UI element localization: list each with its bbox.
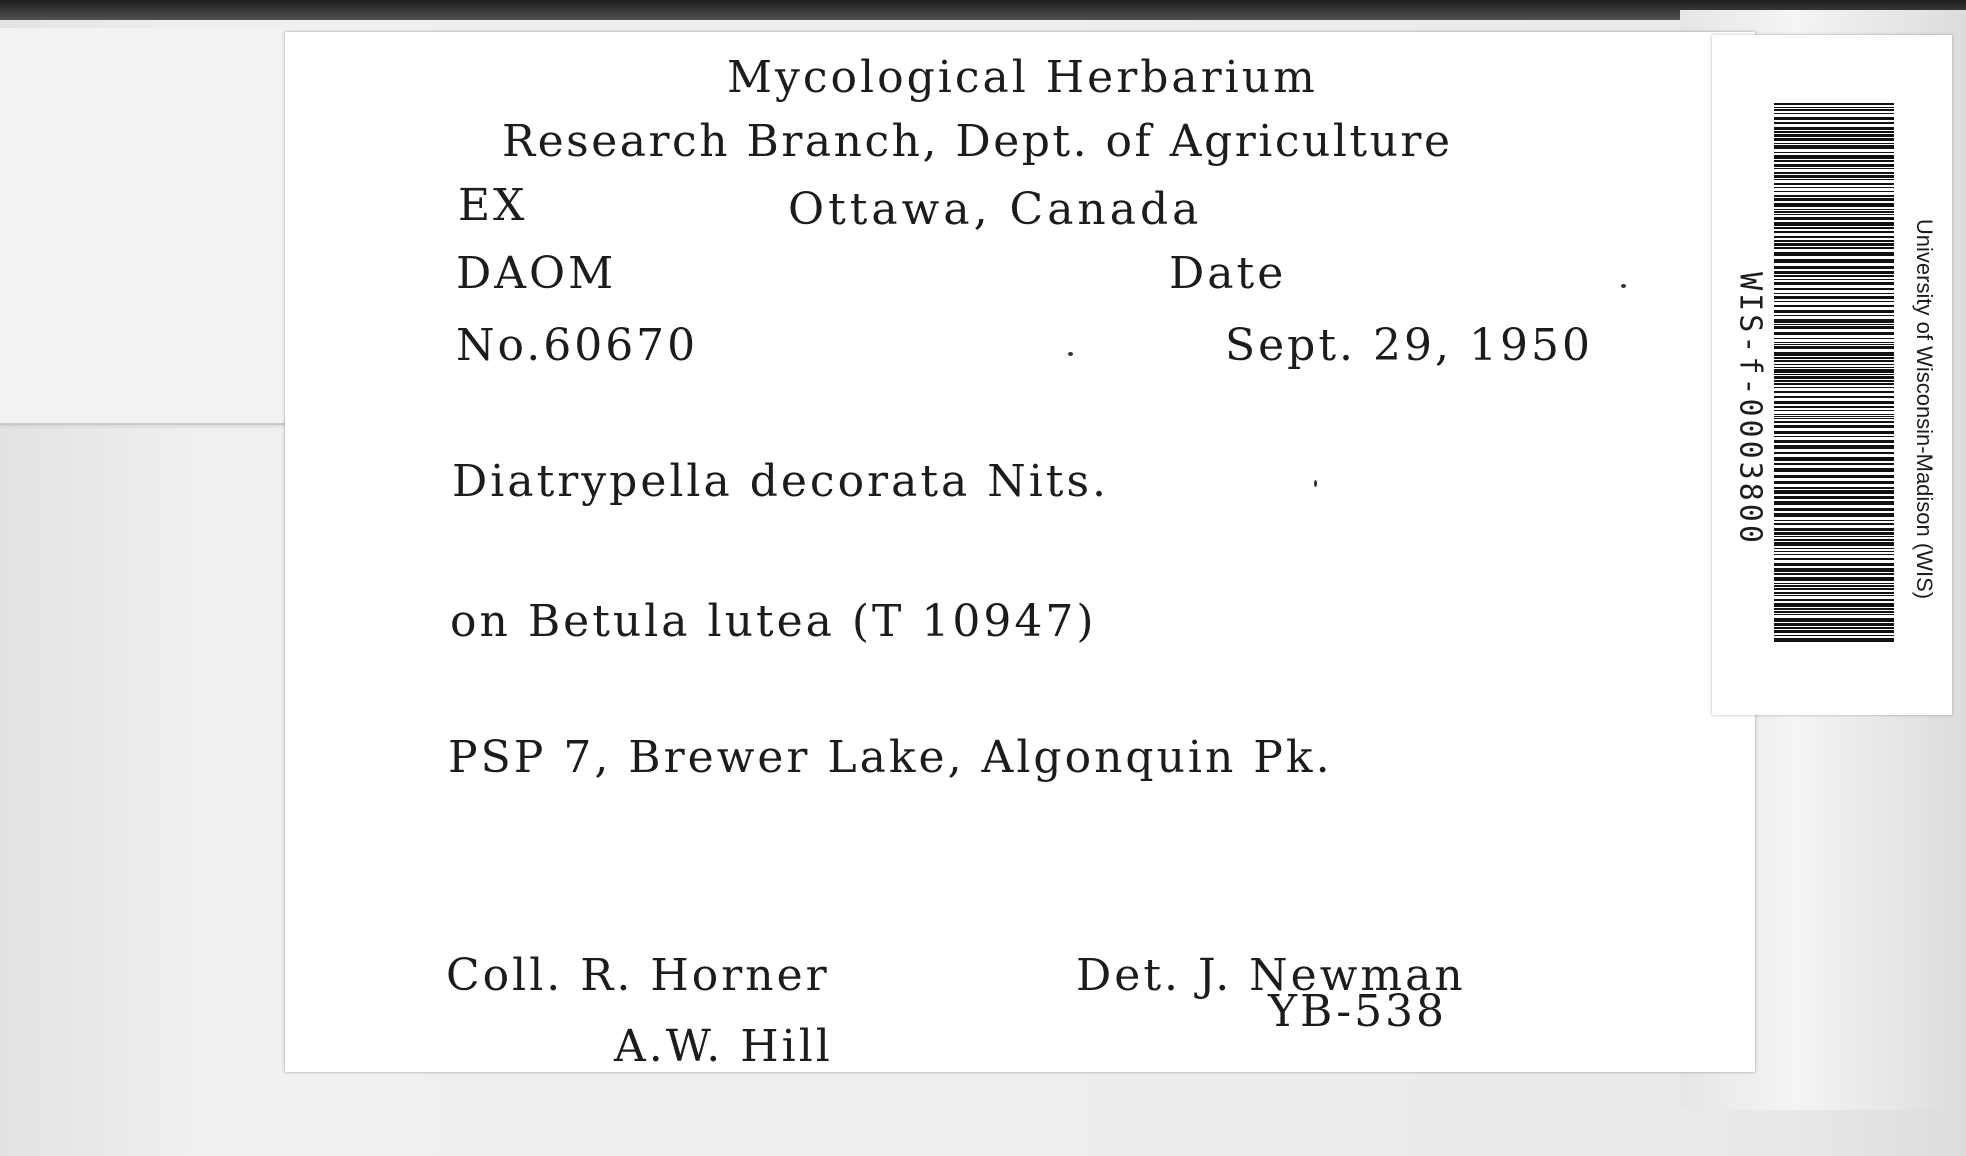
barcode-bar	[1774, 203, 1894, 207]
barcode-bar	[1774, 523, 1894, 525]
barcode-bar	[1774, 599, 1894, 601]
barcode-bar	[1774, 367, 1894, 368]
barcode-bar	[1774, 440, 1894, 443]
barcode-bar	[1774, 630, 1894, 633]
barcode-bar	[1774, 172, 1894, 174]
barcode-bar	[1774, 175, 1894, 178]
barcode-bar	[1774, 528, 1894, 531]
barcode-bar	[1774, 319, 1894, 323]
specimen-barcode	[1774, 103, 1894, 643]
barcode-bar	[1774, 152, 1894, 153]
barcode-bar	[1774, 305, 1894, 307]
barcode-bar	[1774, 217, 1894, 220]
herbarium-label	[285, 32, 1755, 1072]
herbarium-department: Research Branch, Dept. of Agriculture	[502, 116, 1453, 167]
barcode-bar	[1774, 134, 1894, 137]
barcode-bar	[1774, 247, 1894, 249]
barcode-bar	[1774, 611, 1894, 613]
barcode-bar	[1774, 536, 1894, 537]
barcode-bar	[1774, 421, 1894, 423]
barcode-bar	[1774, 211, 1894, 213]
herbarium-location: Ottawa, Canada	[788, 184, 1203, 235]
barcode-bar	[1774, 603, 1894, 607]
barcode-bar	[1774, 324, 1894, 325]
barcode-bar	[1774, 183, 1894, 185]
barcode-bar	[1774, 401, 1894, 404]
barcode-bar	[1774, 315, 1894, 316]
barcode-bar	[1774, 301, 1894, 302]
barcode-bar	[1774, 109, 1894, 111]
species-name: Diatrypella decorata Nits.	[452, 456, 1110, 507]
barcode-bar	[1774, 131, 1894, 133]
barcode-bar	[1774, 623, 1894, 626]
barcode-bar	[1774, 236, 1894, 238]
catalog-number: WIS-f-0003800	[1732, 272, 1768, 546]
barcode-bar	[1774, 554, 1894, 555]
ink-speck	[1621, 284, 1626, 288]
barcode-bar	[1774, 271, 1894, 274]
barcode-bar	[1774, 103, 1894, 105]
barcode-bar	[1774, 588, 1894, 590]
collection-locality: PSP 7, Brewer Lake, Algonquin Pk.	[448, 732, 1333, 783]
daom-label: DAOM	[456, 248, 617, 299]
barcode-bar	[1774, 164, 1894, 167]
ex-label: EX	[458, 180, 528, 231]
barcode-bar	[1774, 252, 1894, 256]
collection-date: Sept. 29, 1950	[1225, 320, 1593, 371]
barcode-bar	[1774, 191, 1894, 192]
barcode-bar	[1774, 214, 1894, 215]
barcode-bar	[1774, 520, 1894, 521]
ink-speck	[1068, 352, 1073, 356]
barcode-bar	[1774, 310, 1894, 313]
barcode-bar	[1774, 231, 1894, 233]
envelope-flap	[0, 28, 300, 425]
determiner-code: YB-538	[1268, 986, 1448, 1037]
barcode-bar	[1774, 293, 1894, 294]
barcode-bar	[1774, 145, 1894, 149]
barcode-bar	[1774, 416, 1894, 417]
collector-second: A.W. Hill	[614, 1021, 833, 1072]
barcode-bar	[1774, 195, 1894, 197]
barcode-bar	[1774, 364, 1894, 365]
barcode-bar	[1774, 608, 1894, 610]
barcode-bar	[1774, 346, 1894, 349]
barcode-bar	[1774, 548, 1894, 549]
barcode-bar	[1774, 198, 1894, 201]
barcode-bar	[1774, 387, 1894, 388]
barcode-bar	[1774, 414, 1894, 415]
barcode-bar	[1774, 240, 1894, 242]
barcode-bar	[1774, 573, 1894, 575]
date-label: Date	[1169, 248, 1287, 299]
barcode-bar	[1774, 209, 1894, 210]
barcode-bar	[1774, 410, 1894, 411]
barcode-bar	[1774, 127, 1894, 130]
barcode-bar	[1774, 155, 1894, 159]
barcode-bar	[1774, 513, 1894, 517]
barcode-bar	[1774, 425, 1894, 428]
barcode-bar	[1774, 585, 1894, 587]
barcode-bar	[1774, 431, 1894, 434]
accession-number: No.60670	[456, 320, 699, 371]
barcode-bar	[1774, 532, 1894, 535]
barcode-bar	[1774, 143, 1894, 144]
barcode-bar	[1774, 583, 1894, 584]
barcode-bar	[1774, 577, 1894, 581]
barcode-bar	[1774, 259, 1894, 263]
barcode-bar	[1774, 117, 1894, 120]
barcode-label	[1712, 35, 1952, 715]
barcode-bar	[1774, 496, 1894, 499]
barcode-bar	[1774, 481, 1894, 484]
barcode-bar	[1774, 282, 1894, 285]
barcode-bar	[1774, 344, 1894, 345]
barcode-bar	[1774, 338, 1894, 339]
barcode-bar	[1774, 279, 1894, 280]
barcode-bar	[1774, 138, 1894, 141]
barcode-bar	[1774, 468, 1894, 472]
barcode-bar	[1774, 618, 1894, 622]
barcode-bar	[1774, 501, 1894, 505]
barcode-bar	[1774, 635, 1894, 636]
herbarium-name: Mycological Herbarium	[727, 52, 1318, 103]
barcode-bar	[1774, 558, 1894, 560]
barcode-bar	[1774, 614, 1894, 615]
barcode-bar	[1774, 122, 1894, 124]
barcode-bar	[1774, 568, 1894, 572]
barcode-bar	[1774, 222, 1894, 226]
barcode-bar	[1774, 638, 1894, 642]
barcode-bar	[1774, 463, 1894, 465]
barcode-bar	[1774, 160, 1894, 162]
barcode-bar	[1774, 179, 1894, 180]
barcode-bar	[1774, 332, 1894, 335]
host-substrate: on Betula lutea (T 10947)	[450, 596, 1097, 647]
barcode-bar	[1774, 592, 1894, 594]
barcode-bar	[1774, 374, 1894, 375]
barcode-bar	[1774, 227, 1894, 229]
barcode-bar	[1774, 452, 1894, 454]
barcode-bar	[1774, 508, 1894, 511]
barcode-bar	[1774, 391, 1894, 393]
barcode-bar	[1774, 357, 1894, 359]
barcode-bar	[1774, 107, 1894, 108]
barcode-bar	[1774, 595, 1894, 596]
barcode-bar	[1774, 475, 1894, 478]
barcode-bar	[1774, 457, 1894, 461]
barcode-bar	[1774, 383, 1894, 385]
barcode-bar	[1774, 445, 1894, 449]
barcode-bar	[1774, 396, 1894, 398]
barcode-bar	[1774, 551, 1894, 552]
barcode-bar	[1774, 288, 1894, 290]
barcode-bar	[1774, 360, 1894, 362]
barcode-bar	[1774, 487, 1894, 489]
barcode-bar	[1774, 113, 1894, 114]
barcode-bar	[1774, 542, 1894, 546]
barcode-bar	[1774, 406, 1894, 408]
barcode-bar	[1774, 627, 1894, 629]
barcode-bar	[1774, 563, 1894, 566]
ink-speck	[1314, 480, 1317, 487]
barcode-bar	[1774, 490, 1894, 494]
barcode-bar	[1774, 436, 1894, 437]
barcode-bar	[1774, 342, 1894, 343]
barcode-bar	[1774, 326, 1894, 329]
barcode-bar	[1774, 168, 1894, 169]
barcode-bar	[1774, 266, 1894, 269]
barcode-bar	[1774, 418, 1894, 419]
barcode-bar	[1774, 539, 1894, 541]
barcode-bar	[1774, 369, 1894, 373]
barcode-bar	[1774, 275, 1894, 277]
barcode-bar	[1774, 296, 1894, 299]
determiner: Det. J. Newman	[1076, 950, 1466, 1001]
barcode-bar	[1774, 187, 1894, 188]
barcode-bar	[1774, 376, 1894, 379]
barcode-bar	[1774, 380, 1894, 382]
barcode-bar	[1774, 352, 1894, 356]
barcode-bar	[1774, 243, 1894, 246]
collector: Coll. R. Horner	[446, 950, 830, 1001]
institution-name: University of Wisconsin-Madison (WIS)	[1912, 218, 1937, 600]
